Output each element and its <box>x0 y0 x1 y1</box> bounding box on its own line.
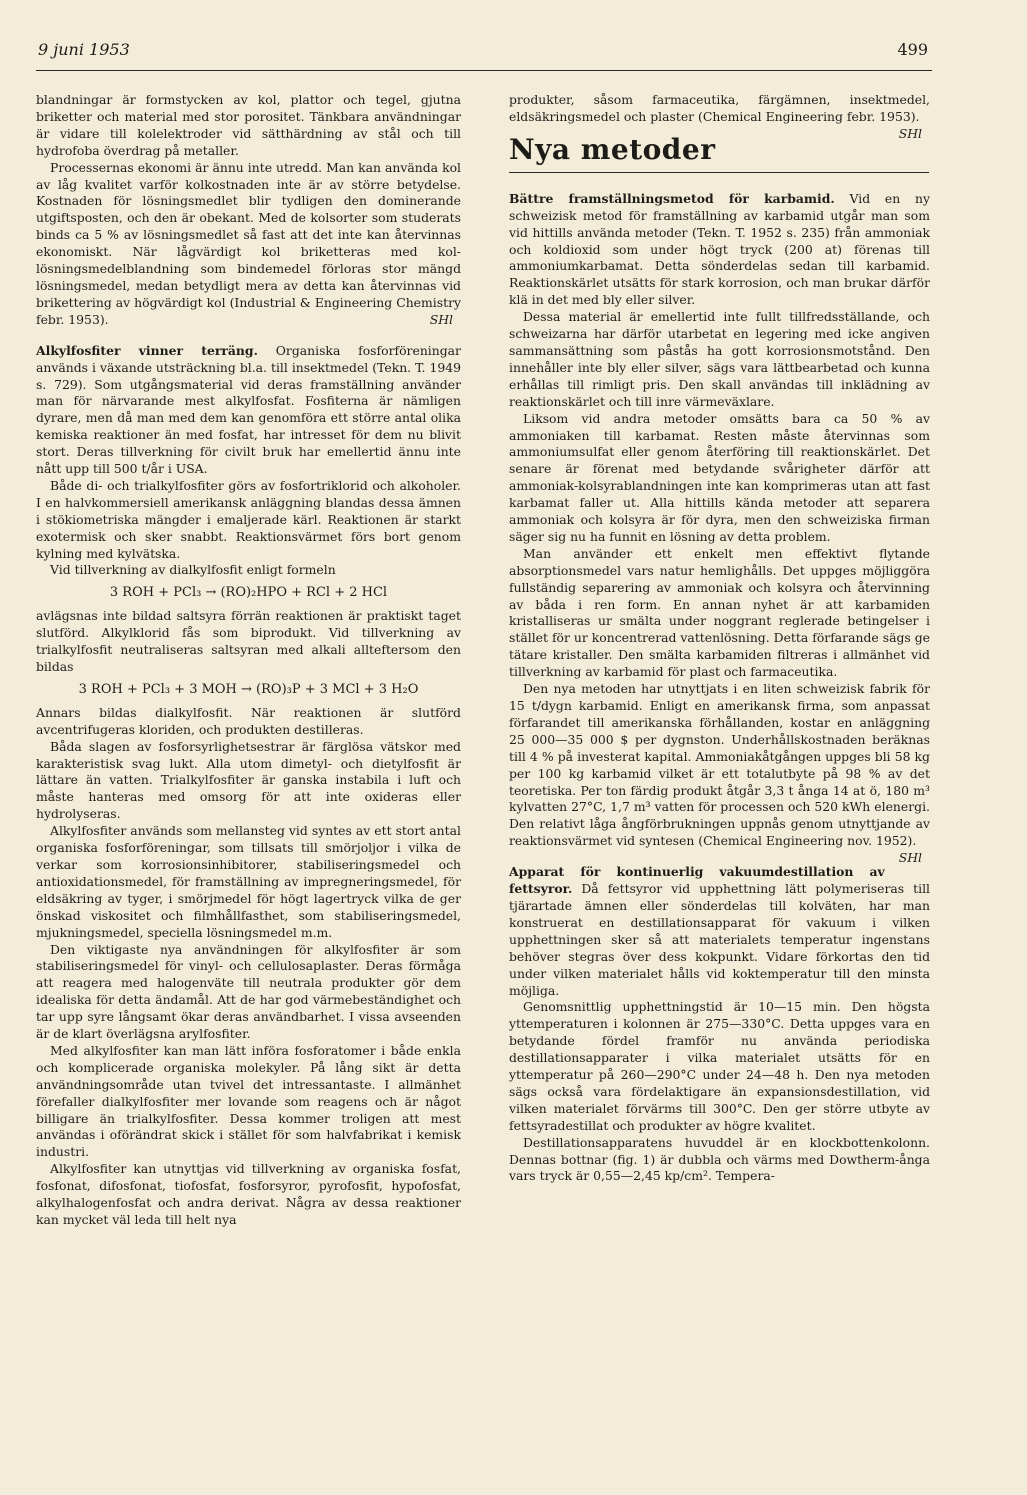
running-header <box>36 36 932 71</box>
paragraph: Destillationsapparatens huvuddel är en klockbottenkolonn. Dennas bottnar (fig. 1) är dubbla och värms med Dowtherm-ånga vars tryck är 0,55—2,45 kp/cm². Tempera- <box>509 1134 930 1184</box>
article-vakuumdestillation <box>509 864 930 999</box>
page-number: 499 <box>897 40 928 59</box>
paragraph: Liksom vid andra metoder omsätts bara ca 50 % av ammoniaken till karbamat. Resten måste återvinnas som ammoniumsulfat eller genom återföring till reaktionskärlet. Det senare är förenat med betydande svårigheter därför att ammoniak-kolsyrablandningen inte kan komprimeras utan att fast karbamat faller ut. Alla hittills kända metoder att separera ammoniak och kolsyra är för dyra, men den schweiziska firman säger sig nu ha funnit en lösning av detta problem. <box>509 410 930 544</box>
paragraph-text: produkter, såsom farmaceutika, färgämnen, insektmedel, eldsäkringsmedel och plaster (Chemical Engineering febr. 1953). <box>509 92 930 124</box>
paragraph: Alkylfosfiter kan utnyttjas vid tillverkning av organiska fosfat, fosfonat, difosfonat, tiofosfat, fosforsyror, pyrofosfit, hypofosfat, alkylhalogenfosfat och andra derivat. Några av dessa reaktioner kan mycket väl leda till helt nya <box>36 1161 461 1227</box>
left-column <box>36 92 461 1229</box>
paragraph-text: Vid en ny schweizisk metod för framställning av karbamid utgår man som vid hittills använda metoder (Tekn. T. 1952 s. 235) från ammoniak och koldioxid som under högt tryck (200 at) förenas till ammoniumkarbamat. Detta sönderdelas sedan till karbamid. Reaktionskärlet utsätts för stark korrosion, och man brukar därför klä in det med bly eller silver. <box>509 190 930 308</box>
paragraph-text: Den nya metoden har utnyttjats i en liten schweizisk fabrik för 15 t/dygn karbamid. Enligt en amerikansk firma, som anpassat förfarandet till amerikanska förhållanden, kostar en anläggning 25 000—35 000 $ per dygnston. Underhållskostnaden beräknas till 4 % på investerat kapital. Ammoniakåtgången uppges bli 58 kg per 100 kg karbamid vilket är ett totalutbyte på 98 % av det teoretiska. Per ton färdig produkt åtgår 3,3 t ånga 14 at ö, 180 m³ kylvatten 27°C, 1,7 m³ vatten för processen och 520 kWh elenergi. Den relativt låga ångförbrukningen uppnås genom utnyttjande av reaktionsvärmet vid syntesen (Chemical Engineering nov. 1952). <box>509 681 930 849</box>
paragraph <box>509 92 930 141</box>
paragraph: Alkylfosfiter används som mellansteg vid syntes av ett stort antal organiska fosforföreningar, som tillsats till smörjoljor i vilka de verkar som korrosionsinhibitorer, stabiliseringsmedel och antioxidationsmedel, för framställning av impregneringsmedel, för eldsäkring av tyger, i smörjmedel för högt lagertryck vilka de ger önskad viskositet och filmhållfasthet, som stabiliseringsmedel, mjukningsmedel, speciella lösningsmedel m.m. <box>36 823 461 940</box>
paragraph: Genomsnittlig upphettningstid är 10—15 min. Den högsta yttemperaturen i kolonnen är 275—330°C. Detta uppges vara en betydande fördel framför nu använda periodiska destillationsapparater i vilka materialet utsätts för en yttemperatur på 260—290°C under 24—48 h. Den nya metoden sägs också vara fördelaktigare än expansionsdestillation, vid vilken materialet förvärms till 300°C. Den ger större utbyte av fettsyradestillat och produkter av högre kvalitet. <box>509 999 930 1133</box>
paragraph <box>509 681 930 866</box>
article-title: Apparat för kontinuerlig vakuumdestillation av fettsyror. <box>509 864 885 897</box>
author-signature: SHl <box>898 850 922 866</box>
article-title: Bättre framställningsmetod för karbamid. <box>509 190 835 206</box>
paragraph-text: Då fettsyror vid upphettning lätt polymeriseras till tjärartade ämnen eller sönderdelas till kolväten, har man konstruerat en destillationsapparat för vakuum i vilken upphettningen sker så att materialets temperatur ingenstans behöver stegras över dess kokpunkt. Vidare förkortas den tid under vilken materialet hålls vid koktemperatur till den minsta möjliga. <box>509 881 930 998</box>
paragraph: Annars bildas dialkylfosfit. När reaktionen är slutförd avcentrifugeras kloriden, och produkten destilleras. <box>36 704 461 737</box>
paragraph <box>36 160 461 329</box>
right-column <box>509 92 930 1185</box>
author-signature: SHl <box>898 125 922 141</box>
paragraph: Man använder ett enkelt men effektivt flytande absorptionsmedel vars natur hemlighålls. Det uppges möjliggöra fullständig separering av ammoniak och kolsyra och återvinning av båda i ren form. En annan nyhet är att karbamiden kristalliseras ur smälta under noggrant reglerade betingelser i stället för ur koncentrerad vattenlösning. Detta förfarande sägs ge tätare kristaller. Den smälta karbamiden filtreras i allmänhet vid tillverkning av karbamid för plast och farmaceutika. <box>509 545 930 680</box>
chemical-equation: 3 ROH + PCl₃ + 3 MOH → (RO)₃P + 3 MCl + 3 H₂O <box>78 681 419 697</box>
paragraph: Båda slagen av fosforsyrlighetsestrar är färglösa vätskor med karakteristisk svag lukt. Alla utom dimetyl- och dietylfosfit är lättare än vatten. Trialkylfosfiter är ganska instabila i luft och måste hanteras med omsorg för att inte oxideras eller hydrolyseras. <box>36 738 461 822</box>
paragraph-text: Processernas ekonomi är ännu inte utredd. Man kan använda kol av låg kvalitet varför kolkostnaden inte är av större betydelse. Kostnaden för lösningsmedlet blir tydligen den dominerande utgiftsposten, och den är obekant. Med de kolsorter som studerats binds ca 5 % av lösningsmedlet så fast att det inte kan återvinnas ekonomiskt. När lågvärdigt kol briketteras med kol-lösningsmedelblandning som bindemedel förloras stor mängd lösningsmedel, medan betydligt mera av detta kan återvinnas vid brikettering av högvärdigt kol (Industrial & Engineering Chemistry febr. 1953). <box>36 159 461 327</box>
article-alkylfosfiter <box>36 343 461 478</box>
paragraph: Dessa material är emellertid inte fullt tillfredsställande, och schweizarna har därför utarbetat en legering med icke angiven sammansättning som påstås ha gott korrosionsmotstånd. Den innehåller inte bly eller silver, sägs vara lättbearbetad och kunna erhållas till rimligt pris. Den skall användas till inklädning av reaktionskärlet och till inre värmeväxlare. <box>509 309 930 409</box>
paragraph: Med alkylfosfiter kan man lätt införa fosforatomer i både enkla och komplicerade organiska molekyler. På lång sikt är detta användningsområde utan tvivel det intressantaste. I allmänhet förefaller dialkylfosfiter mer lovande som reagens och är något billigare än trialkylfosfiter. Dessa kommer troligen att mest användas i oförändrat skick i stället för som halvfabrikat i kemisk industri. <box>36 1042 461 1160</box>
author-signature: SHl <box>429 311 453 327</box>
issue-date: 9 juni 1953 <box>38 40 130 59</box>
section-title: Nya metoder <box>509 132 716 166</box>
section-rule <box>509 172 929 173</box>
paragraph: Vid tillverkning av dialkylfosfit enligt formeln <box>50 562 336 578</box>
article-title: Alkylfosfiter vinner terräng. <box>36 342 258 358</box>
paragraph: blandningar är formstycken av kol, plattor och tegel, gjutna briketter och material med stor porositet. Tänkbara användningar är vidare till kolelektroder vid sätthärdning av stål och till hydrofoba överdrag på metaller. <box>36 92 461 158</box>
paragraph: Både di- och trialkylfosfiter görs av fosfortriklorid och alkoholer. I en halvkommersiell amerikansk anläggning blandas dessa ämnen i stökiometriska mängder i emaljerade kärl. Reaktionen är starkt exotermisk och sker snabbt. Reaktionsvärmet förs bort genom kylning med kylvätska. <box>36 477 461 561</box>
spacer <box>36 329 461 343</box>
paragraph-text: Organiska fosforföreningar används i växande utsträckning bl.a. till insektmedel (Tekn. T. 1949 s. 729). Som utgångsmaterial vid deras framställning använder man för närvarande mest alkylfosfat. Fosfiterna är nämligen dyrare, men då man med dem kan genomföra ett större antal olika kemiska reaktioner än med fosfat, har intresset för dem nu blivit stort. Deras tillverkning för civilt bruk har emellertid ännu inte nått upp till 500 t/år i USA. <box>36 342 461 477</box>
chemical-equation: 3 ROH + PCl₃ → (RO)₂HPO + RCl + 2 HCl <box>109 585 388 601</box>
spacer <box>509 850 930 864</box>
paragraph: avlägsnas inte bildad saltsyra förrän reaktionen är praktiskt taget slutförd. Alkylklorid fås som biprodukt. Vid tillverkning av trialkylfosfit neutraliseras saltsyran med alkali allteftersom den bildas <box>36 608 461 674</box>
article-karbamid <box>509 191 930 309</box>
paragraph: Den viktigaste nya användningen för alkylfosfiter är som stabiliseringsmedel för vinyl- och cellulosaplaster. Deras förmåga att reagera med halogenväte till neutrala produkter gör dem idealiska för detta ändamål. Att de har god värmebeständighet och tar upp syre långsamt ökar deras användbarhet. I vissa avseenden är de klart överlägsna arylfosfiter. <box>36 941 461 1042</box>
